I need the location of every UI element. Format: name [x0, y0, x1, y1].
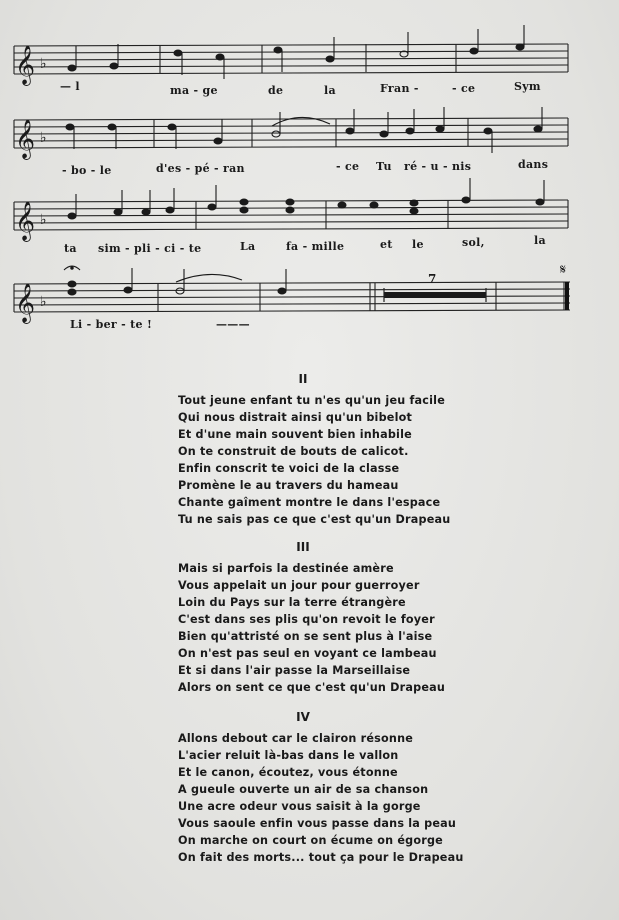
verse-line: Une acre odeur vous saisit à la gorge [178, 800, 421, 813]
lyric: ma - ge [170, 84, 218, 97]
verse-3 [178, 540, 508, 696]
lyric: la [534, 234, 546, 247]
verse-line: Et le canon, écoutez, vous étonne [178, 766, 398, 779]
verse-number: III [296, 540, 310, 554]
treble-clef-icon: 𝄞 [15, 119, 36, 159]
verse-line: On fait des morts... tout ça pour le Drapeau [178, 851, 464, 864]
lyric: et [380, 238, 393, 251]
verse-line: Vous saoule enfin vous passe dans la peau [178, 817, 457, 830]
verse-line: Promène le au travers du hameau [178, 479, 399, 492]
lyric: La [240, 240, 256, 253]
verse-line: Mais si parfois la destinée amère [178, 562, 394, 575]
verse-line: Bien qu'attristé on se sent plus à l'aise [178, 630, 433, 643]
verse-line: Et d'une main souvent bien inhabile [178, 428, 412, 441]
verse-line: Enfin conscrit te voici de la classe [178, 462, 400, 475]
lyric: Li - ber - te ! [70, 318, 153, 331]
segno-icon: 𝄋 [560, 262, 567, 278]
verse-line: Chante gaîment montre le dans l'espace [178, 496, 441, 509]
verse-number: IV [296, 710, 310, 724]
lyric: ré - u - nis [404, 160, 472, 173]
flat-icon: ♭ [40, 130, 47, 146]
staff-1 [14, 44, 568, 74]
verse-line: Allons debout car le clairon résonne [178, 732, 414, 745]
verse-2 [178, 372, 508, 528]
lyric: - ce [336, 160, 360, 173]
verse-4 [178, 710, 508, 866]
verse-line: Et si dans l'air passe la Marseillaise [178, 664, 411, 677]
verse-line: On te construit de bouts de calicot. [178, 445, 409, 458]
verse-line: Tu ne sais pas ce que c'est qu'un Drapeau [178, 513, 451, 526]
lyric: le [412, 238, 424, 251]
verse-number: II [298, 372, 308, 386]
verse-line: Qui nous distrait ainsi qu'un bibelot [178, 411, 413, 424]
lyric: - ce [452, 82, 476, 95]
lyric: Fran - [380, 82, 419, 95]
verse-line: Loin du Pays sur la terre étrangère [178, 596, 406, 609]
lyric: — l [60, 80, 80, 93]
lyric: d'es - pé - ran [156, 162, 245, 175]
lyric: sim - pli - ci - te [98, 242, 202, 255]
verse-line: A gueule ouverte un air de sa chanson [178, 783, 429, 796]
verse-line: C'est dans ses plis qu'on revoit le foyer [178, 613, 435, 626]
treble-clef-icon: 𝄞 [15, 283, 36, 323]
lyric: - bo - le [62, 164, 112, 177]
flat-icon: ♭ [40, 56, 47, 72]
treble-clef-icon: 𝄞 [15, 45, 36, 85]
verse-line: L'acier reluit là-bas dans le vallon [178, 749, 399, 762]
treble-clef-icon: 𝄞 [15, 201, 36, 241]
multi-rest [384, 292, 486, 298]
lyric: dans [518, 158, 549, 171]
verse-line: On n'est pas seul en voyant ce lambeau [178, 647, 437, 660]
verse-line: On marche on court on écume on égorge [178, 834, 443, 847]
lyric: la [324, 84, 336, 97]
verse-line: Vous appelait un jour pour guerroyer [178, 579, 420, 592]
lyric: ta [64, 242, 77, 255]
lyric: fa - mille [286, 240, 345, 253]
rest-bar-count: 7 [428, 272, 437, 286]
lyric: ——— [216, 318, 250, 331]
verse-line: Alors on sent ce que c'est qu'un Drapeau [178, 681, 446, 694]
lyric: de [268, 84, 284, 97]
verse-line: Tout jeune enfant tu n'es qu'un jeu facile [178, 394, 445, 407]
lyric: Tu [376, 160, 392, 173]
flat-icon: ♭ [40, 212, 47, 228]
lyric: Sym [514, 80, 541, 93]
flat-icon: ♭ [40, 294, 47, 310]
lyric: sol, [462, 236, 485, 249]
